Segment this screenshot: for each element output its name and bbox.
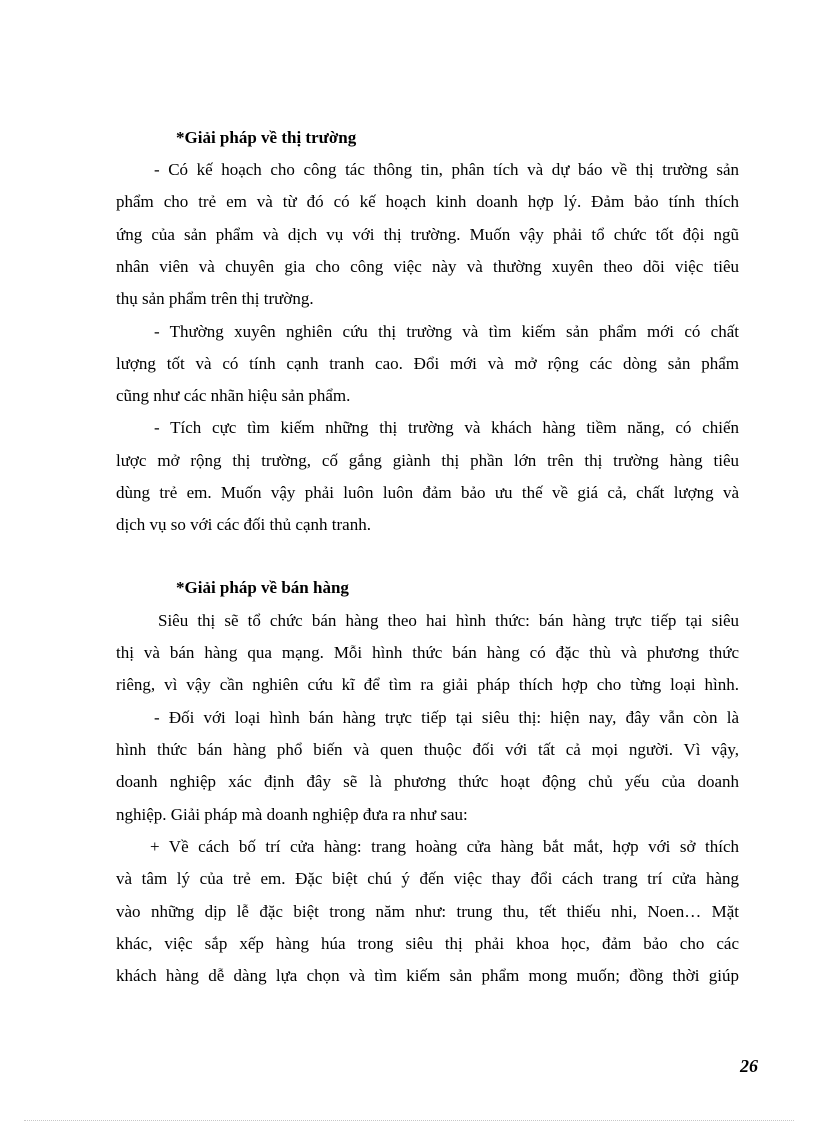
text-line: khác, việc sắp xếp hàng húa trong siêu thị phải khoa học, đảm bảo cho các (116, 934, 739, 953)
text-line: - Tích cực tìm kiếm những thị trường và khách hàng tiềm năng, có chiến (154, 418, 739, 437)
section-heading-sales: *Giải pháp về bán hàng (176, 578, 349, 597)
text-line: - Đối với loại hình bán hàng trực tiếp tại siêu thị: hiện nay, đây vẫn còn là (154, 708, 739, 727)
text-line: lược mở rộng thị trường, cố gắng giành thị phần lớn trên thị trường hàng tiêu (116, 451, 739, 470)
text-line: phẩm cho trẻ em và từ đó có kế hoạch kinh doanh hợp lý. Đảm bảo tính thích (116, 192, 739, 211)
text-line: dịch vụ so với các đối thủ cạnh tranh. (116, 515, 371, 534)
text-line: nhân viên và chuyên gia cho công việc này và thường xuyên theo dõi việc tiêu (116, 257, 739, 276)
text-line: cũng như các nhãn hiệu sản phẩm. (116, 386, 351, 405)
text-line: dùng trẻ em. Muốn vậy phải luôn luôn đảm bảo ưu thế về giá cả, chất lượng và (116, 483, 739, 502)
page-number: 26 (740, 1056, 758, 1076)
text-line: - Có kế hoạch cho công tác thông tin, phân tích và dự báo về thị trường sản (154, 160, 739, 179)
text-line: vào những dịp lễ đặc biệt trong năm như: trung thu, tết thiếu nhi, Noen… Mặt (116, 902, 739, 921)
text-line: và tâm lý của trẻ em. Đặc biệt chú ý đến việc thay đổi cách trang trí cửa hàng (116, 869, 739, 888)
text-line: + Về cách bố trí cửa hàng: trang hoàng cửa hàng bắt mắt, hợp với sở thích (150, 837, 739, 856)
text-line: doanh nghiệp xác định đây sẽ là phương thức hoạt động chủ yếu của doanh (116, 772, 739, 791)
text-line: - Thường xuyên nghiên cứu thị trường và tìm kiếm sản phẩm mới có chất (154, 322, 739, 341)
text-line: ứng của sản phẩm và dịch vụ với thị trường. Muốn vậy phải tổ chức tốt đội ngũ (116, 225, 739, 244)
section-heading-market: *Giải pháp về thị trường (176, 128, 357, 147)
text-line: hình thức bán hàng phổ biến và quen thuộc đối với tất cả mọi người. Vì vậy, (116, 740, 739, 759)
text-line: khách hàng dễ dàng lựa chọn và tìm kiếm sản phẩm mong muốn; đồng thời giúp (116, 966, 739, 985)
text-line: thị và bán hàng qua mạng. Mỗi hình thức bán hàng có đặc thù và phương thức (116, 643, 739, 662)
page-bottom-border (24, 1120, 794, 1121)
text-line: thụ sản phẩm trên thị trường. (116, 289, 314, 308)
text-line: Siêu thị sẽ tổ chức bán hàng theo hai hình thức: bán hàng trực tiếp tại siêu (158, 611, 739, 630)
text-line: riêng, vì vậy cần nghiên cứu kĩ để tìm ra giải pháp thích hợp cho từng loại hình. (116, 675, 739, 694)
text-line: lượng tốt và có tính cạnh tranh cao. Đổi mới và mở rộng các dòng sản phẩm (116, 354, 739, 373)
text-line: nghiệp. Giải pháp mà doanh nghiệp đưa ra như sau: (116, 805, 468, 824)
